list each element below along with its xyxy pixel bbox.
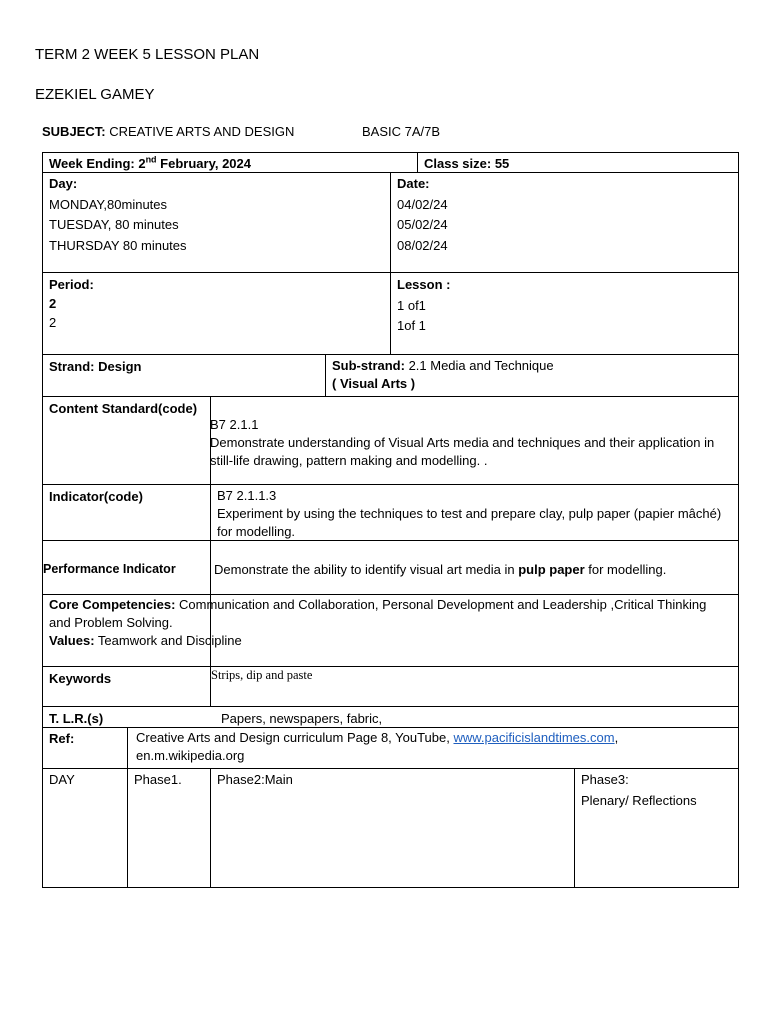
day-label: Day: bbox=[49, 176, 78, 191]
content-standard-label: Content Standard(code) bbox=[49, 401, 198, 416]
period-label: Period: bbox=[49, 277, 94, 292]
content-standard-text: Demonstrate understanding of Visual Arts media and techniques and their application in still-life drawing, pattern making and modelling. . bbox=[210, 435, 715, 468]
ref-text-comma: , bbox=[614, 730, 619, 745]
core-label: Core Competencies: bbox=[49, 597, 176, 612]
core-text: Communication and Collaboration, Personal Development and Leadership ,Critical Thinking and Problem Solving. bbox=[49, 597, 707, 630]
content-standard-code: B7 2.1.1 bbox=[210, 417, 259, 432]
strand: Strand: Design bbox=[49, 359, 142, 374]
lesson-cell bbox=[391, 273, 456, 339]
day-column-header: DAY bbox=[49, 772, 75, 787]
values-text: Teamwork and Discipline bbox=[94, 633, 242, 648]
substrand-sub: ( Visual Arts ) bbox=[332, 376, 416, 391]
content-standard-cell bbox=[210, 414, 738, 472]
tlr-label: T. L.R.(s) bbox=[49, 711, 104, 726]
performance-text-end: for modelling. bbox=[584, 562, 667, 577]
day-item: MONDAY,80minutes bbox=[49, 196, 168, 212]
substrand-label: Sub-strand: bbox=[332, 358, 405, 373]
week-ending-label: Week Ending: 2 bbox=[49, 156, 146, 171]
class-size: Class size: 55 bbox=[424, 156, 510, 171]
period-item: 2 bbox=[49, 315, 57, 330]
performance-cell bbox=[208, 558, 738, 581]
lesson-label: Lesson : bbox=[397, 277, 451, 292]
substrand-value: 2.1 Media and Technique bbox=[404, 358, 554, 373]
phase3-subtitle: Plenary/ Reflections bbox=[581, 792, 697, 808]
phase1-header: Phase1. bbox=[134, 772, 182, 787]
row-divider bbox=[42, 706, 739, 707]
day-item: TUESDAY, 80 minutes bbox=[49, 217, 179, 232]
period-item: 2 bbox=[49, 296, 57, 311]
lesson-item: 1of 1 bbox=[397, 318, 426, 333]
ref-cell bbox=[130, 727, 730, 767]
basic-class: BASIC 7A/7B bbox=[362, 124, 441, 139]
indicator-text: Experiment by using the techniques to test and prepare clay, pulp paper (papier mâché) for modelling. bbox=[217, 506, 722, 539]
date-cell bbox=[391, 172, 454, 258]
ref-text: Creative Arts and Design curriculum Page 8, YouTube, bbox=[136, 730, 454, 745]
week-ending-sup: nd bbox=[145, 154, 157, 165]
date-item: 08/02/24 bbox=[397, 237, 448, 253]
ref-label: Ref: bbox=[49, 731, 75, 746]
week-ending-rest: February, 2024 bbox=[156, 156, 251, 171]
subject-label: SUBJECT: bbox=[42, 124, 106, 139]
row-divider bbox=[42, 666, 739, 667]
day-cell bbox=[43, 172, 193, 258]
core-competencies-cell bbox=[43, 594, 737, 652]
ref-wikipedia: en.m.wikipedia.org bbox=[136, 748, 245, 763]
table-border-bottom bbox=[42, 887, 739, 888]
performance-text: Demonstrate the ability to identify visual art media in bbox=[214, 562, 519, 577]
phase3-header bbox=[575, 768, 703, 813]
col-divider bbox=[127, 727, 128, 887]
indicator-cell bbox=[211, 485, 731, 543]
keywords-label: Keywords bbox=[49, 671, 112, 686]
date-item: 04/02/24 bbox=[397, 196, 448, 212]
tlr-value: Papers, newspapers, fabric, bbox=[221, 711, 383, 726]
subject-line bbox=[42, 124, 294, 139]
teacher-name: EZEKIEL GAMEY bbox=[35, 86, 155, 103]
indicator-label: Indicator(code) bbox=[49, 489, 143, 504]
subject-value: CREATIVE ARTS AND DESIGN bbox=[109, 124, 295, 139]
performance-text-bold: pulp paper bbox=[518, 562, 585, 577]
ref-link[interactable]: www.pacificislandtimes.com bbox=[453, 730, 615, 745]
period-cell bbox=[43, 273, 100, 334]
phase3-title: Phase3: bbox=[581, 772, 629, 787]
substrand-cell bbox=[326, 355, 560, 395]
date-item: 05/02/24 bbox=[397, 217, 448, 232]
indicator-code: B7 2.1.1.3 bbox=[217, 488, 277, 503]
date-label: Date: bbox=[397, 176, 430, 191]
phase2-header: Phase2:Main bbox=[217, 772, 293, 787]
document-title: TERM 2 WEEK 5 LESSON PLAN bbox=[35, 46, 260, 63]
keywords-value: Strips, dip and paste bbox=[211, 668, 313, 682]
table-border-right bbox=[738, 152, 739, 888]
performance-label: Performance Indicator bbox=[43, 562, 176, 576]
values-label: Values: bbox=[49, 633, 95, 648]
day-item: THURSDAY 80 minutes bbox=[49, 237, 187, 253]
lesson-item: 1 of1 bbox=[397, 297, 426, 313]
